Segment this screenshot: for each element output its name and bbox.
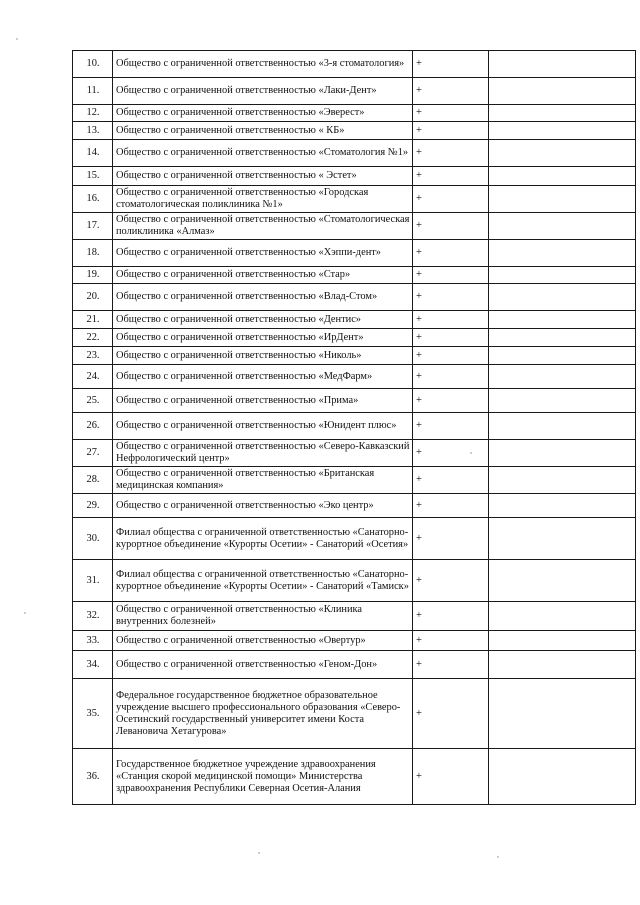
empty-cell <box>489 389 636 413</box>
participation-mark: + <box>413 679 489 749</box>
organization-name: Общество с ограниченной ответственностью «Городская стоматологическая поликлиника №1» <box>113 186 413 213</box>
organization-name: Общество с ограниченной ответственностью «Юнидент плюс» <box>113 413 413 440</box>
row-number: 19. <box>73 267 113 284</box>
row-number: 34. <box>73 651 113 679</box>
participation-mark: + <box>413 631 489 651</box>
empty-cell <box>489 140 636 167</box>
row-number: 29. <box>73 494 113 518</box>
participation-mark: + <box>413 602 489 631</box>
table-row <box>73 51 636 78</box>
table-row <box>73 749 636 805</box>
organization-name: Общество с ограниченной ответственностью «Хэппи-дент» <box>113 240 413 267</box>
empty-cell <box>489 311 636 329</box>
organizations-table-body <box>73 51 636 805</box>
organization-name: Общество с ограниченной ответственностью «Геном-Дон» <box>113 651 413 679</box>
scan-speck <box>16 38 18 40</box>
participation-mark: + <box>413 440 489 467</box>
empty-cell <box>489 679 636 749</box>
row-number: 36. <box>73 749 113 805</box>
row-number: 35. <box>73 679 113 749</box>
empty-cell <box>489 602 636 631</box>
participation-mark: + <box>413 167 489 186</box>
table-row <box>73 311 636 329</box>
table-row <box>73 105 636 122</box>
table-row <box>73 329 636 347</box>
participation-mark: + <box>413 749 489 805</box>
empty-cell <box>489 78 636 105</box>
organization-name: Общество с ограниченной ответственностью «МедФарм» <box>113 365 413 389</box>
empty-cell <box>489 651 636 679</box>
table-row <box>73 413 636 440</box>
participation-mark: + <box>413 213 489 240</box>
organization-name: Общество с ограниченной ответственностью «Стоматологическая поликлиника «Алмаз» <box>113 213 413 240</box>
row-number: 13. <box>73 122 113 140</box>
participation-mark: + <box>413 284 489 311</box>
row-number: 20. <box>73 284 113 311</box>
participation-mark: + <box>413 467 489 494</box>
empty-cell <box>489 186 636 213</box>
empty-cell <box>489 440 636 467</box>
row-number: 10. <box>73 51 113 78</box>
table-row <box>73 494 636 518</box>
empty-cell <box>489 467 636 494</box>
row-number: 25. <box>73 389 113 413</box>
table-row <box>73 267 636 284</box>
scan-speck <box>497 856 499 858</box>
organization-name: Общество с ограниченной ответственностью «Влад-Стом» <box>113 284 413 311</box>
row-number: 18. <box>73 240 113 267</box>
organization-name: Общество с ограниченной ответственностью «Лаки-Дент» <box>113 78 413 105</box>
empty-cell <box>489 560 636 602</box>
participation-mark: + <box>413 122 489 140</box>
organization-name: Общество с ограниченной ответственностью «Стар» <box>113 267 413 284</box>
row-number: 17. <box>73 213 113 240</box>
empty-cell <box>489 167 636 186</box>
participation-mark: + <box>413 365 489 389</box>
empty-cell <box>489 749 636 805</box>
organization-name: Общество с ограниченной ответственностью «Эверест» <box>113 105 413 122</box>
row-number: 14. <box>73 140 113 167</box>
row-number: 21. <box>73 311 113 329</box>
empty-cell <box>489 518 636 560</box>
row-number: 32. <box>73 602 113 631</box>
table-row <box>73 602 636 631</box>
participation-mark: + <box>413 518 489 560</box>
organization-name: Общество с ограниченной ответственностью «Британская медицинская компания» <box>113 467 413 494</box>
participation-mark: + <box>413 51 489 78</box>
row-number: 31. <box>73 560 113 602</box>
row-number: 11. <box>73 78 113 105</box>
table-row <box>73 389 636 413</box>
participation-mark: + <box>413 560 489 602</box>
participation-mark: + <box>413 413 489 440</box>
table-row <box>73 167 636 186</box>
table-row <box>73 122 636 140</box>
participation-mark: + <box>413 240 489 267</box>
participation-mark: + <box>413 347 489 365</box>
organization-name: Общество с ограниченной ответственностью «Северо-Кавказский Нефрологический центр» <box>113 440 413 467</box>
row-number: 30. <box>73 518 113 560</box>
empty-cell <box>489 494 636 518</box>
participation-mark: + <box>413 140 489 167</box>
row-number: 16. <box>73 186 113 213</box>
table-row <box>73 467 636 494</box>
table-row <box>73 365 636 389</box>
empty-cell <box>489 347 636 365</box>
organization-name: Общество с ограниченной ответственностью «3-я стоматология» <box>113 51 413 78</box>
row-number: 15. <box>73 167 113 186</box>
row-number: 33. <box>73 631 113 651</box>
row-number: 27. <box>73 440 113 467</box>
row-number: 24. <box>73 365 113 389</box>
empty-cell <box>489 329 636 347</box>
organization-name: Общество с ограниченной ответственностью «ИрДент» <box>113 329 413 347</box>
scan-speck <box>258 852 260 854</box>
table-row <box>73 140 636 167</box>
table-row <box>73 78 636 105</box>
organization-name: Общество с ограниченной ответственностью «Эко центр» <box>113 494 413 518</box>
organization-name: Общество с ограниченной ответственностью « Эстет» <box>113 167 413 186</box>
participation-mark: + <box>413 494 489 518</box>
participation-mark: + <box>413 651 489 679</box>
table-row <box>73 240 636 267</box>
empty-cell <box>489 51 636 78</box>
participation-mark: + <box>413 105 489 122</box>
organization-name: Общество с ограниченной ответственностью «Овертур» <box>113 631 413 651</box>
empty-cell <box>489 240 636 267</box>
organization-name: Общество с ограниченной ответственностью «Клиника внутренних болезней» <box>113 602 413 631</box>
participation-mark: + <box>413 389 489 413</box>
row-number: 26. <box>73 413 113 440</box>
empty-cell <box>489 213 636 240</box>
row-number: 22. <box>73 329 113 347</box>
organization-name: Общество с ограниченной ответственностью «Николь» <box>113 347 413 365</box>
participation-mark: + <box>413 329 489 347</box>
organization-name: Филиал общества с ограниченной ответственностью «Санаторно-курортное объединение «Курорты Осетии» - Санаторий «Тамиск» <box>113 560 413 602</box>
scan-speck <box>24 612 26 614</box>
row-number: 28. <box>73 467 113 494</box>
participation-mark: + <box>413 186 489 213</box>
empty-cell <box>489 105 636 122</box>
table-row <box>73 186 636 213</box>
organization-name: Общество с ограниченной ответственностью «Дентис» <box>113 311 413 329</box>
empty-cell <box>489 413 636 440</box>
organization-name: Общество с ограниченной ответственностью «Прима» <box>113 389 413 413</box>
empty-cell <box>489 267 636 284</box>
table-row <box>73 631 636 651</box>
empty-cell <box>489 122 636 140</box>
organizations-table <box>72 50 636 805</box>
table-row <box>73 213 636 240</box>
table-row <box>73 284 636 311</box>
table-row <box>73 440 636 467</box>
table-row <box>73 679 636 749</box>
organization-name: Государственное бюджетное учреждение здравоохранения «Станция скорой медицинской помощи» Министерства здравоохранения Республики Северная Осетия-Алания <box>113 749 413 805</box>
row-number: 23. <box>73 347 113 365</box>
table-row <box>73 347 636 365</box>
table-row <box>73 518 636 560</box>
organization-name: Филиал общества с ограниченной ответственностью «Санаторно-курортное объединение «Курорты Осетии» - Санаторий «Осетия» <box>113 518 413 560</box>
scan-speck <box>470 452 472 454</box>
organization-name: Общество с ограниченной ответственностью «Стоматология №1» <box>113 140 413 167</box>
participation-mark: + <box>413 78 489 105</box>
participation-mark: + <box>413 267 489 284</box>
table-row <box>73 560 636 602</box>
empty-cell <box>489 365 636 389</box>
participation-mark: + <box>413 311 489 329</box>
empty-cell <box>489 284 636 311</box>
organization-name: Федеральное государственное бюджетное образовательное учреждение высшего профессионального образования «Северо-Осетинский государственный университет имени Коста Левановича Хетагурова» <box>113 679 413 749</box>
row-number: 12. <box>73 105 113 122</box>
empty-cell <box>489 631 636 651</box>
table-row <box>73 651 636 679</box>
organization-name: Общество с ограниченной ответственностью « КБ» <box>113 122 413 140</box>
